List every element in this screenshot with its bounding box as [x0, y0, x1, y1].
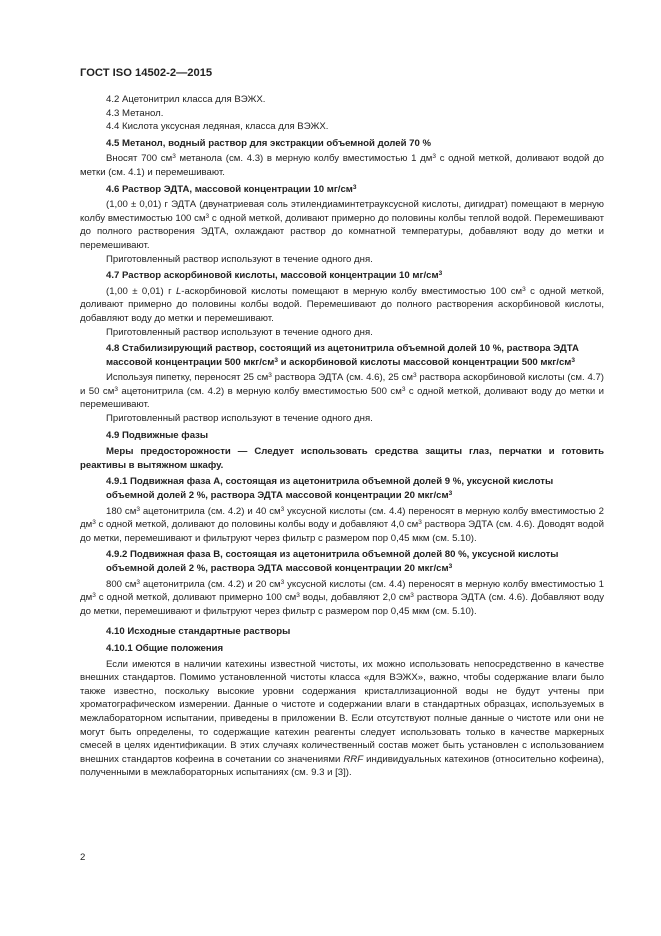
paragraph-4-7-note: Приготовленный раствор используют в течение одного дня.: [106, 326, 373, 338]
paragraph-4-8: Используя пипетку, переносят 25 $см^3$ раствора ЭДТА (см. 4.6), 25 $см^3$ раствора аскорбиновой кислоты (см. 4.7) и 50 $см^3$ ацетонитрила (см. 4.2) в мерную колбу вместимостью 500 $см^3$ с одной меткой, доливают воду до метки и перемешивают.: [80, 372, 604, 411]
paragraph-4-8-note: Приготовленный раствор используют в течение одного дня.: [106, 413, 373, 425]
item-4-4: 4.4 Кислота уксусная ледяная, класса для ВЭЖХ.: [106, 121, 329, 133]
heading-4-10: 4.10 Исходные стандартные растворы: [106, 626, 291, 638]
heading-4-6: 4.6 Раствор ЭДТА, массовой концентрации 10 $мг/см^3$: [106, 183, 357, 195]
heading-4-9-1: 4.9.1 Подвижная фаза А, состоящая из ацетонитрила объемной долей 9 %, уксусной кислоты объемной долей 2 %, раствора ЭДТА массовой концентрации 20 мкг/$см^3$: [106, 476, 554, 502]
heading-4-7: 4.7 Раствор аскорбиновой кислоты, массовой концентрации 10 $мг/см^3$: [106, 270, 443, 282]
heading-4-9: 4.9 Подвижные фазы: [106, 429, 209, 441]
paragraph-4-5: Вносят 700 $см^3$ метанола (см. 4.3) в мерную колбу вместимостью 1 $дм^3$ с одной меткой, доливают водой до метки (см. 4.1) и перемешивают.: [80, 153, 604, 178]
paragraph-4-6-note: Приготовленный раствор используют в течение одного дня.: [106, 253, 373, 265]
heading-4-10-1: 4.10.1 Общие положения: [106, 642, 224, 654]
heading-4-5: 4.5 Метанол, водный раствор для экстракции объемной долей 70 %: [106, 137, 432, 149]
paragraph-4-7: (1,00 ± 0,01) г L-аскорбиновой кислоты помещают в мерную колбу вместимостью 100 $см^3$ с одной меткой, доливают примерно до половины колбы водой. Перемешивают до полного растворения аскорбиновой кислоты, добавляют воду до метки и перемешивают.: [80, 285, 604, 324]
paragraph-4-10-1: Если имеются в наличии катехины известной чистоты, их можно использовать непосредственно в качестве внешних стандартов. Помимо установленной чистоты класса «для ВЭЖХ», важно, чтобы содержание влаги было также известно, поскольку высокие уровни содержания кристаллизационной воды не будут учтены при хроматографическом измерении. Данные о чистоте и содержании влаги в стандартных образцах, используемых в межлабораторном испытании, приведены в приложении В. Если отсутствуют полные данные о чистоте или они не могут быть определены, то содержащие катехин реагенты следует использовать только в качестве маркерных смесей в целях идентификации. В этих случаях количественный состав может быть установлен с использованием внешних стандартов кофеина в сочетании со значениями RRF индивидуальных катехинов (относительно кофеина), полученными в межлабораторных испытаниях (см. 9.3 и [3]).: [80, 658, 604, 779]
document-body: [80, 93, 604, 780]
heading-4-9-2: 4.9.2 Подвижная фаза В, состоящая из ацетонитрила объемной долей 80 %, уксусной кислоты объемной долей 2 %, раствора ЭДТА массовой концентрации 20 мкг/$см^3$: [106, 549, 559, 574]
paragraph-4-9-2: 800 $см^3$ ацетонитрила (см. 4.2) и 20 $см^3$ уксусной кислоты (см. 4.4) переносят в мерную колбу вместимостью 1 $дм^3$ с одной меткой, доливают примерно 100 $см^3$ воды, добавляют 2,0 $см^3$ раствора ЭДТА (см. 4.6). Добавляют воду до метки, перемешивают и фильтруют через фильтр с размером пор 0,45 мкм (см. 5.10).: [80, 578, 604, 617]
item-4-3: 4.3 Метанол.: [106, 107, 164, 119]
paragraph-4-9-1: 180 $см^3$ ацетонитрила (см. 4.2) и 40 $см^3$ уксусной кислоты (см. 4.4) переносят в мерную колбу вместимостью 2 $дм^3$ с одной меткой, доливают до половины колбы воду и добавляют 4,0 $см^3$ раствора ЭДТА (см. 4.6). Доводят водой до метки, перемешивают и фильтруют через фильтр с размером пор 0,45 мкм (см. 5.10).: [80, 505, 604, 544]
document-header: ГОСТ ISO 14502-2—2015: [80, 67, 213, 79]
paragraph-4-6: (1,00 ± 0,01) г ЭДТА (двунатриевая соль этилендиаминтетрауксусной кислоты, дигидрат) помещают в мерную колбу вместимостью 100 $см^3$ с одной меткой, доливают примерно до половины колбы теплой водой. Перемешивают до полного растворения ЭДТА, охлаждают раствор до комнатной температуры, добавляют воду до метки и перемешивают.: [80, 199, 604, 251]
heading-4-8: 4.8 Стабилизирующий раствор, состоящий из ацетонитрила объемной долей 10 %, раствора ЭДТА массовой концентрации 500 мкг/$см^3$ и аскорбиновой кислоты массовой концентрации 500 мкг/$см^3$: [106, 343, 579, 368]
warning-4-9: Меры предосторожности — Следует использовать средства защиты глаз, перчатки и готовить реактивы в вытяжном шкафу.: [80, 446, 604, 471]
page-number: 2: [80, 852, 86, 863]
item-4-2: 4.2 Ацетонитрил класса для ВЭЖХ.: [106, 94, 266, 105]
